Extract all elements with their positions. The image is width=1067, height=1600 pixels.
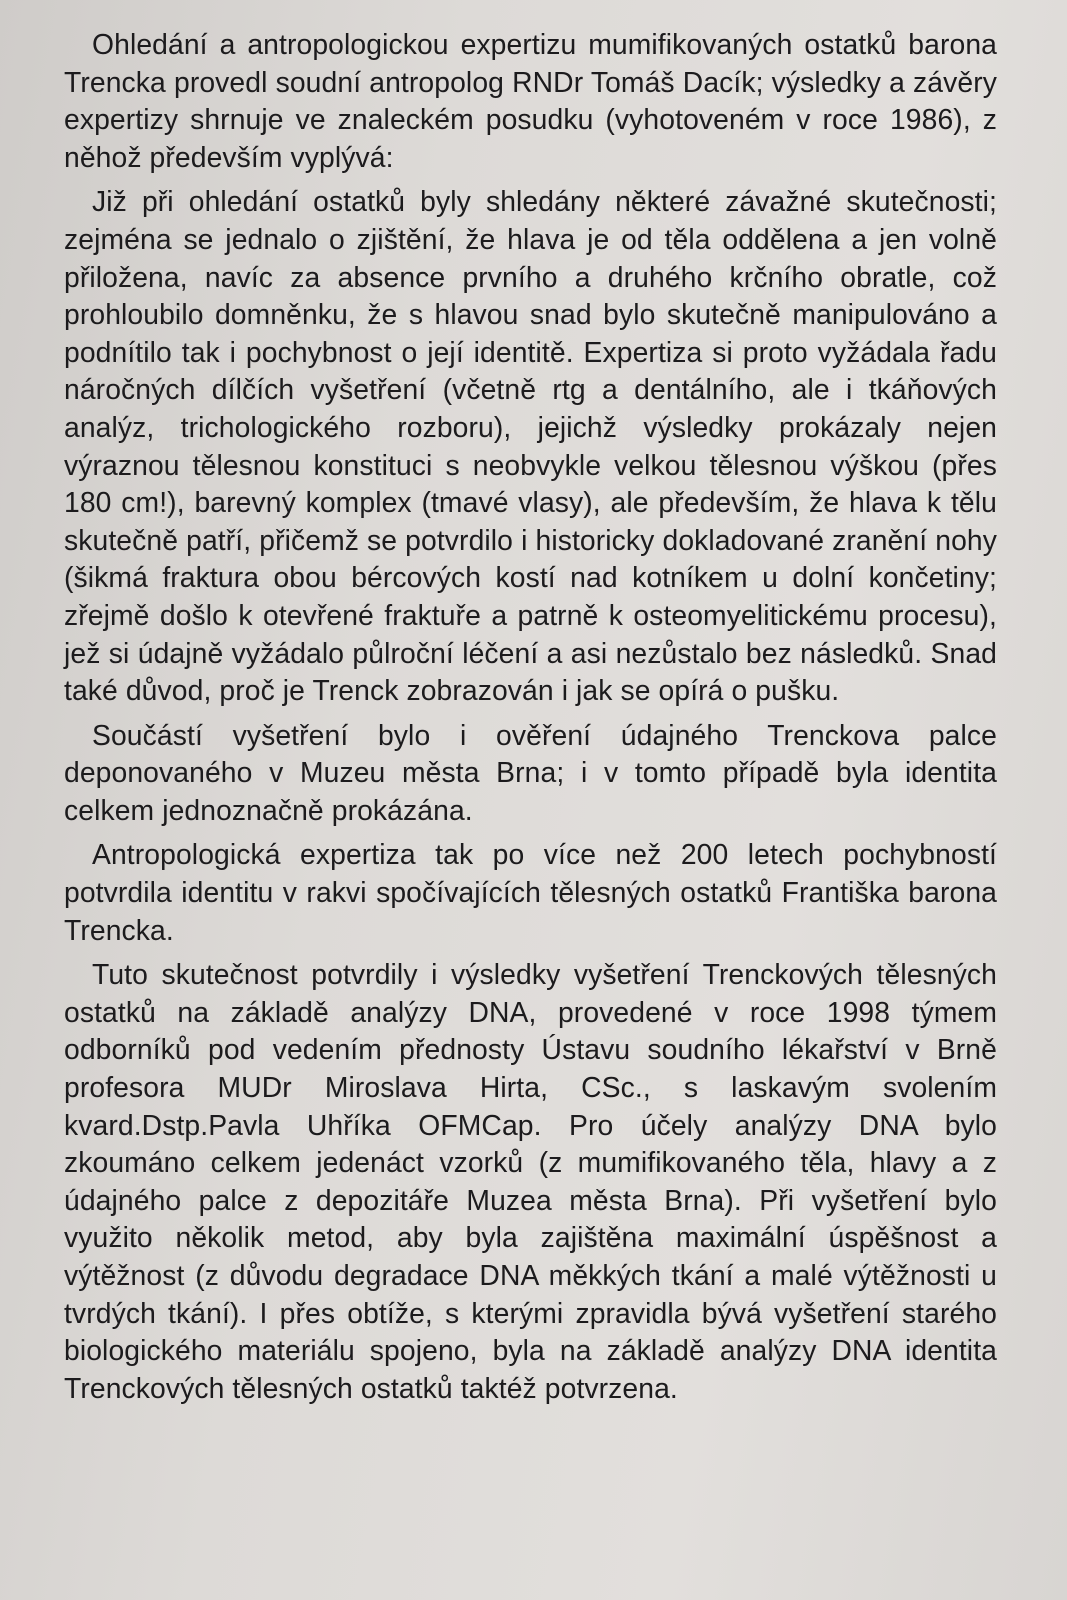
paragraph-thumb-verification: Součástí vyšetření bylo i ověření údajného Trenckova palce deponovaného v Muzeu města Brna; i v tomto případě byla identita celkem jednoznačně prokázána. (64, 718, 997, 826)
paragraph-examination-findings: Již při ohledání ostatků byly shledány některé závažné skutečnosti; zejména se jednalo o zjištění, že hlava je od těla oddělena a jen volně přiložena, navíc za absence prvního a druhého krčního obratle, což prohloubilo domněnku, že s hlavou snad bylo skutečně manipulováno a podnítilo tak i pochybnost o její identitě. Expertiza si proto vyžádala řadu náročných dílčích vyšetření (včetně rtg a dentálního, ale i tkáňových analýz, trichologického rozboru), jejichž výsledky prokázaly nejen výraznou tělesnou konstituci s neobvykle velkou tělesnou výškou (přes 180 cm!), barevný komplex (tmavé vlasy), ale především, že hlava k tělu skutečně patří, přičemž se potvrdilo i historicky dokladované zranění nohy (šikmá fraktura obou bércových kostí nad kotníkem u dolní končetiny; zřejmě došlo k otevřené fraktuře a patrně k osteomyelitickému procesu), jež si údajně vyžádalo půlroční léčení a asi nezůstalo bez následků. Snad také důvod, proč je Trenck zobrazován i jak se opírá o pušku. (64, 185, 997, 707)
paragraph-identity-confirmed: Antropologická expertiza tak po více než 200 letech pochybností potvrdila identitu v rakvi spočívajících tělesných ostatků Františka barona Trencka. (64, 838, 997, 946)
paragraph-expertise-intro: Ohledání a antropologickou expertizu mumifikovaných ostatků barona Trencka provedl soudní antropolog RNDr Tomáš Dacík; výsledky a závěry expertizy shrnuje ve znaleckém posudku (vyhotoveném v roce 1986), z něhož především vyplývá: (64, 28, 997, 173)
paragraph-dna-analysis: Tuto skutečnost potvrdily i výsledky vyšetření Trenckových tělesných ostatků na základě analýzy DNA, provedené v roce 1998 týmem odborníků pod vedením přednosty Ústavu soudního lékařství v Brně profesora MUDr Miroslava Hirta, CSc., s laskavým svolením kvard.Dstp.Pavla Uhříka OFMCap. Pro účely analýzy DNA bylo zkoumáno celkem jedenáct vzorků (z mumifikovaného těla, hlavy a z údajného palce z depozitáře Muzea města Brna). Při vyšetření bylo využito několik metod, aby byla zajištěna maximální úspěšnost a výtěžnost (z důvodu degradace DNA měkkých tkání a malé výtěžnosti u tvrdých tkání). I přes obtíže, s kterými zpravidla bývá vyšetření starého biologického materiálu spojeno, byla na základě analýzy DNA identita Trenckových tělesných ostatků taktéž potvrzena. (64, 958, 997, 1404)
